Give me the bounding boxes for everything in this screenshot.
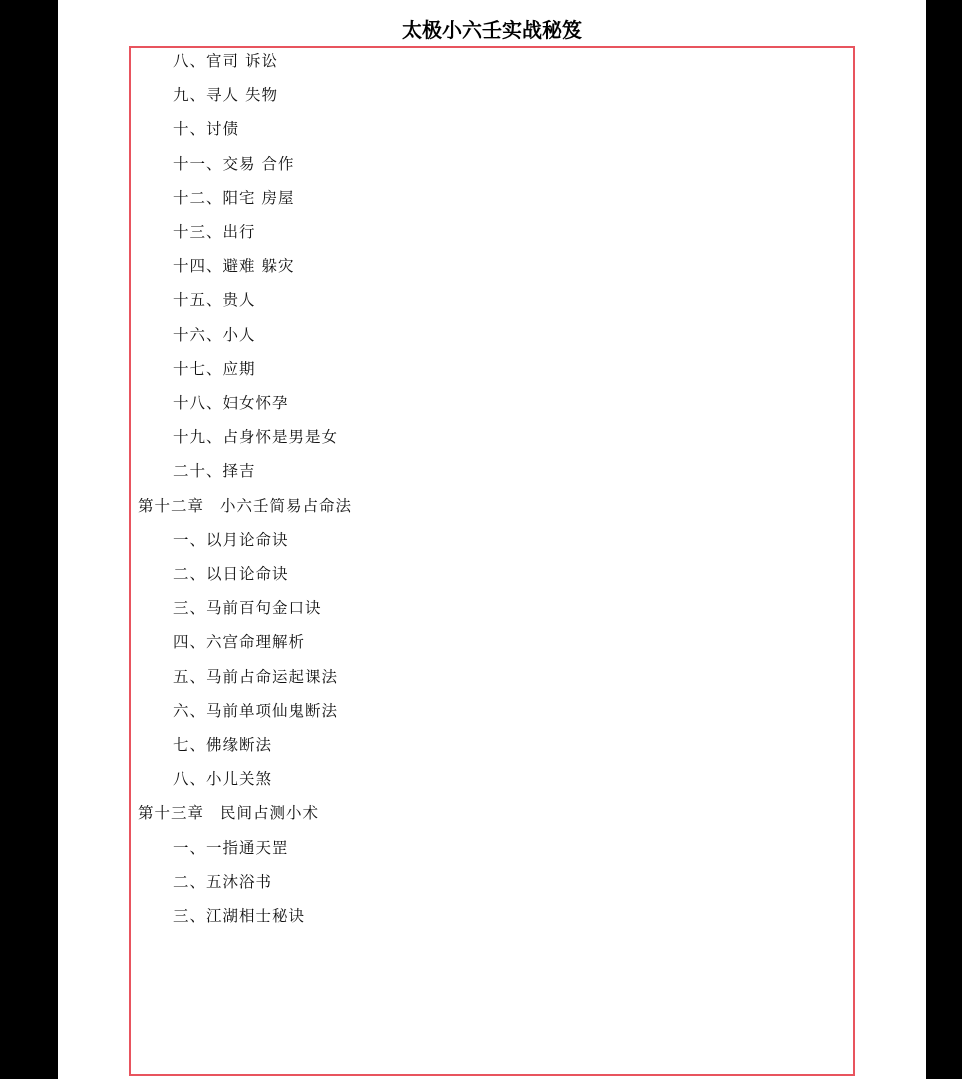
toc-entry bbox=[173, 324, 256, 346]
toc-number: 八、 bbox=[173, 770, 207, 789]
toc-entry bbox=[173, 837, 289, 859]
toc-entry bbox=[173, 631, 305, 653]
toc-text: 寻人 bbox=[206, 86, 240, 105]
toc-text: 马前占命运起课法 bbox=[206, 667, 339, 686]
toc-entry bbox=[173, 358, 256, 380]
toc-text: 小儿关煞 bbox=[206, 770, 273, 789]
toc-text: 避难 bbox=[222, 257, 256, 276]
toc-entry bbox=[173, 734, 272, 756]
toc-text: 六宫命理解析 bbox=[206, 633, 306, 652]
toc-text: 五沐浴书 bbox=[206, 872, 273, 891]
toc-number: 十七、 bbox=[173, 359, 223, 378]
toc-text: 失物 bbox=[245, 86, 279, 105]
toc-number: 一、 bbox=[173, 838, 207, 857]
toc-number: 十八、 bbox=[173, 394, 223, 412]
toc-text: 以月论命诀 bbox=[206, 530, 289, 549]
toc-entry bbox=[173, 529, 289, 551]
toc-text: 妇女怀孕 bbox=[222, 394, 289, 412]
toc-text: 马前单项仙鬼断法 bbox=[206, 701, 339, 720]
toc-text: 出行 bbox=[222, 223, 256, 241]
toc-text: 躲灾 bbox=[261, 257, 295, 276]
toc-text: 应期 bbox=[222, 359, 256, 378]
toc-text: 小六壬简易占命法 bbox=[220, 496, 353, 515]
toc-number: 三、 bbox=[173, 599, 207, 618]
document-title: 太极小六壬实战秘笈 bbox=[402, 18, 582, 42]
toc-entry bbox=[173, 392, 289, 414]
toc-number: 六、 bbox=[173, 701, 207, 720]
toc-text: 交易 bbox=[222, 154, 256, 173]
toc-entry bbox=[173, 871, 272, 893]
toc-number: 十、 bbox=[173, 120, 207, 139]
toc-number: 十五、 bbox=[173, 291, 223, 310]
toc-text: 江湖相士秘诀 bbox=[206, 907, 306, 925]
table-of-contents bbox=[58, 0, 926, 1079]
toc-entry bbox=[173, 905, 305, 927]
toc-number: 第十三章 bbox=[138, 804, 205, 823]
toc-number: 十四、 bbox=[173, 257, 223, 276]
toc-number: 七、 bbox=[173, 736, 207, 754]
toc-number: 十三、 bbox=[173, 223, 223, 241]
toc-number: 二、 bbox=[173, 872, 207, 891]
toc-text: 民间占测小术 bbox=[220, 804, 320, 823]
toc-number: 十九、 bbox=[173, 428, 223, 447]
toc-chapter bbox=[138, 802, 319, 824]
document-page bbox=[58, 0, 926, 1079]
toc-text: 阳宅 bbox=[222, 188, 256, 207]
toc-text: 占身怀是男是女 bbox=[222, 428, 339, 447]
toc-entry bbox=[173, 221, 256, 243]
toc-text: 以日论命诀 bbox=[206, 565, 289, 583]
toc-number: 五、 bbox=[173, 667, 207, 686]
toc-entry bbox=[173, 289, 256, 311]
toc-text: 贵人 bbox=[222, 291, 256, 310]
toc-entry bbox=[173, 597, 322, 619]
toc-text: 合作 bbox=[261, 154, 295, 173]
toc-entry bbox=[173, 666, 338, 688]
toc-entry bbox=[173, 426, 338, 448]
toc-number: 十二、 bbox=[173, 188, 223, 207]
toc-number: 一、 bbox=[173, 530, 207, 549]
toc-text: 一指通天罡 bbox=[206, 838, 289, 857]
toc-text: 马前百句金口诀 bbox=[206, 599, 322, 618]
toc-number: 二、 bbox=[173, 565, 207, 583]
toc-number: 九、 bbox=[173, 86, 207, 105]
toc-chapter bbox=[138, 495, 352, 517]
toc-number: 第十二章 bbox=[138, 496, 205, 515]
toc-text: 诉讼 bbox=[245, 52, 279, 70]
toc-entry bbox=[173, 460, 256, 482]
toc-text: 小人 bbox=[222, 325, 256, 344]
toc-text: 择吉 bbox=[222, 462, 256, 481]
toc-text: 佛缘断法 bbox=[206, 736, 273, 754]
toc-entry bbox=[173, 768, 272, 790]
toc-number: 四、 bbox=[173, 633, 207, 652]
toc-number: 十六、 bbox=[173, 325, 223, 344]
toc-number: 二十、 bbox=[173, 462, 223, 481]
toc-text: 房屋 bbox=[261, 188, 295, 207]
toc-entry bbox=[173, 50, 278, 72]
toc-entry bbox=[173, 118, 239, 140]
toc-entry bbox=[173, 187, 295, 209]
toc-number: 三、 bbox=[173, 907, 207, 925]
toc-entry bbox=[173, 700, 338, 722]
toc-entry bbox=[173, 153, 295, 175]
toc-entry bbox=[173, 84, 278, 106]
toc-entry bbox=[173, 255, 295, 277]
toc-text: 官司 bbox=[206, 52, 240, 70]
toc-number: 十一、 bbox=[173, 154, 223, 173]
toc-entry bbox=[173, 563, 289, 585]
toc-text: 讨债 bbox=[206, 120, 240, 139]
toc-number: 八、 bbox=[173, 52, 207, 70]
